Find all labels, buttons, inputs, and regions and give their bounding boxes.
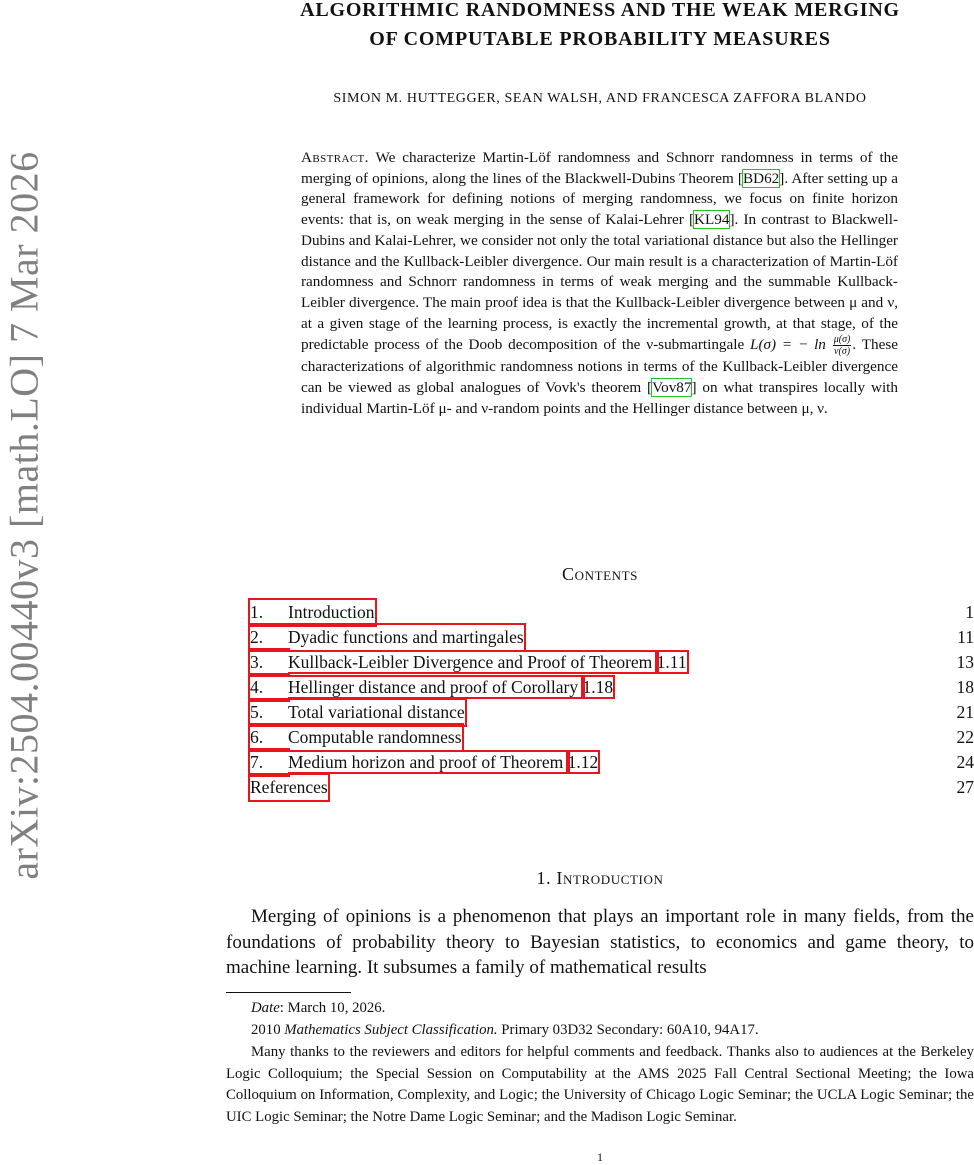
toc-link-medium[interactable]: [250, 752, 568, 772]
citation-link-vov87[interactable]: Vov87: [652, 379, 692, 397]
abstract-label: Abstract.: [301, 149, 369, 166]
date-label: Date: [251, 1000, 280, 1016]
toc-row: [250, 725, 974, 750]
toc-page: 11: [957, 627, 974, 647]
msc-prefix: 2010: [251, 1022, 285, 1038]
toc-text: Dyadic functions and martingales: [288, 627, 524, 647]
abstract-text-4: . These characterizations of algorithmic randomness notions in terms of the Kullback-Leibler divergence can be viewed as global analogues of Vovk's theorem: [301, 336, 898, 397]
toc-text: Total variational distance: [288, 702, 465, 722]
toc-number: 1.: [250, 602, 264, 622]
authors: SIMON M. HUTTEGGER, SEAN WALSH, AND FRANCESCA ZAFFORA BLANDO: [333, 91, 867, 106]
toc-entry-medium: [250, 750, 598, 775]
toc-row: [250, 700, 974, 725]
toc-link-introduction[interactable]: [250, 600, 375, 625]
toc-row: [250, 675, 974, 700]
theorem-ref-link[interactable]: 1.11: [656, 652, 687, 672]
toc-link-kl[interactable]: [250, 652, 657, 672]
formula-denominator: ν(σ): [834, 346, 851, 358]
toc-text: Hellinger distance and proof of Corollary: [288, 677, 583, 697]
toc-entry-kl: [250, 650, 687, 675]
toc-link-dyadic[interactable]: [250, 625, 524, 650]
toc-page: 27: [956, 777, 974, 797]
corollary-ref-link[interactable]: 1.18: [582, 677, 614, 697]
citation-link-kl94[interactable]: KL94: [694, 211, 730, 229]
abstract-text-5: on what transpires locally with individual Martin-Löf μ- and ν-random points and the Hellinger distance between μ, ν.: [301, 379, 898, 417]
paper-title: [226, 0, 974, 54]
toc-text: Kullback-Leibler Divergence and Proof of Theorem: [288, 652, 657, 672]
toc-row: [250, 750, 974, 775]
title-line-1: ALGORITHMIC RANDOMNESS AND THE WEAK MERGING: [300, 0, 900, 21]
toc-text: Introduction: [288, 602, 375, 622]
toc-row: [250, 650, 974, 675]
thanks-text: Many thanks to the reviewers and editors for helpful comments and feedback. Thanks also to audiences at the Berkeley Logic Colloquium; the Special Session on Computability at the AMS 2025 Fall Central Sectional Meeting; the Iowa Colloquium on Information, Complexity, and Logic; the University of Chicago Logic Seminar; the UCLA Logic Seminar; the UIC Logic Seminar; the Notre Dame Logic Seminar; and the Madison Logic Seminar.: [226, 1044, 974, 1125]
toc-page: 21: [956, 702, 974, 722]
toc-link-total-variational[interactable]: [250, 700, 465, 725]
formula-lhs: L(σ) = − ln: [750, 336, 826, 354]
toc-link-references[interactable]: References: [250, 775, 328, 800]
date-value: : March 10, 2026.: [279, 1000, 386, 1016]
msc-value: Primary 03D32 Secondary: 60A10, 94A17.: [497, 1022, 759, 1038]
abstract: Abstract. We characterize Martin-Löf randomness and Schnorr randomness in terms of the merging of opinions, along the lines of the Blackwell-Dubins Theorem [BD62]. After setting up a general framework for defining notions of merging randomness, we focus on finite horizon events: that is, on weak merging in the sense of Kalai-Lehrer [KL94]. In contrast to Blackwell-Dubins and Kalai-Lehrer, we consider not only the total variational distance but also the Hellinger distance and the Kullback-Leibler divergence. Our main result is a characterization of Martin-Löf randomness and Schnorr randomness in terms of weak merging and the summable Kullback-Leibler divergence. The main proof idea is that the Kullback-Leibler divergence between μ and ν, at a given stage of the learning process, is exactly the incremental growth, at that stage, of the predictable process of the Doob decomposition of the ν-submartingale L(σ) = − ln $\frac{\mu(\sigma)}{\nu(\sigma)}$ . These characterizations of algorithmic randomness notions in terms of the Kullback-Leibler divergence can be viewed as global analogues of Vovk's theorem [Vov87] on what transpires locally with individual Martin-Löf μ- and ν-random points and the Hellinger distance between μ, ν.: [301, 149, 899, 417]
toc-row: [250, 600, 974, 625]
abstract-text-3: . In contrast to Blackwell-Dubins and Kalai-Lehrer, we consider not only the total variational distance but also the Hellinger distance and the Kullback-Leibler divergence. Our main result is a characterization of Martin-Löf randomness and Schnorr randomness in terms of weak merging and the summable Kullback-Leibler divergence. The main proof idea is that the Kullback-Leibler divergence between μ and ν, at a given stage of the learning process, is exactly the incremental growth, at that stage, of the predictable process of the Doob decomposition of the ν-submartingale: [301, 211, 899, 354]
toc-text: Computable randomness: [288, 727, 462, 747]
toc-page: 22: [956, 727, 974, 747]
footnote-rule: [226, 992, 351, 993]
arxiv-margin-identifier: [0, 120, 48, 910]
footnote-msc: [226, 1020, 974, 1042]
formula-numerator: μ(σ): [833, 334, 851, 346]
toc-number: 5.: [250, 702, 264, 722]
arxiv-id-text: arXiv:2504.00440v3 [math.LO] 7 Mar 2026: [1, 150, 47, 880]
table-of-contents: [250, 600, 974, 800]
section-heading: [226, 868, 974, 889]
footnote-date: [226, 998, 974, 1020]
toc-text: Medium horizon and proof of Theorem: [288, 752, 568, 772]
toc-entry-hellinger: [250, 675, 613, 700]
page-number: 1: [597, 1150, 603, 1164]
citation-link-bd62[interactable]: BD62: [742, 169, 780, 187]
toc-link-computable[interactable]: [250, 725, 462, 750]
toc-page: 18: [956, 677, 974, 697]
intro-paragraph: Merging of opinions is a phenomenon that plays an important role in many fields, from the foundations of probability theory to Bayesian statistics, to economics and game theory, to machine learning. It subsumes a family of mathematical results: [226, 906, 974, 978]
toc-number: 3.: [250, 652, 264, 672]
toc-row: [250, 775, 974, 800]
toc-page: 1: [965, 602, 974, 622]
toc-link-hellinger[interactable]: [250, 677, 583, 697]
footnote-thanks: [226, 1042, 974, 1128]
section-title: Introduction: [556, 868, 664, 888]
toc-page: 13: [956, 652, 974, 672]
section-number: 1.: [536, 868, 552, 888]
msc-label: Mathematics Subject Classification.: [284, 1022, 498, 1038]
title-line-2: OF COMPUTABLE PROBABILITY MEASURES: [369, 28, 831, 50]
abstract-text-1: We characterize Martin-Löf randomness and Schnorr randomness in terms of the merging of opinions, along the lines of the Blackwell-Dubins Theorem: [301, 149, 898, 187]
formula-fraction: [833, 334, 852, 357]
theorem-ref-link[interactable]: 1.12: [567, 752, 599, 772]
toc-number: 2.: [250, 627, 264, 647]
contents-heading: Contents: [561, 564, 639, 584]
toc-row: [250, 625, 974, 650]
toc-number: 4.: [250, 677, 264, 697]
toc-page: 24: [956, 752, 974, 772]
toc-number: 6.: [250, 727, 264, 747]
toc-number: 7.: [250, 752, 264, 772]
abstract-text-2: . After setting up a general framework for defining notions of merging randomness, we focus on finite horizon events: that is, on weak merging in the sense of Kalai-Lehrer: [301, 169, 898, 229]
